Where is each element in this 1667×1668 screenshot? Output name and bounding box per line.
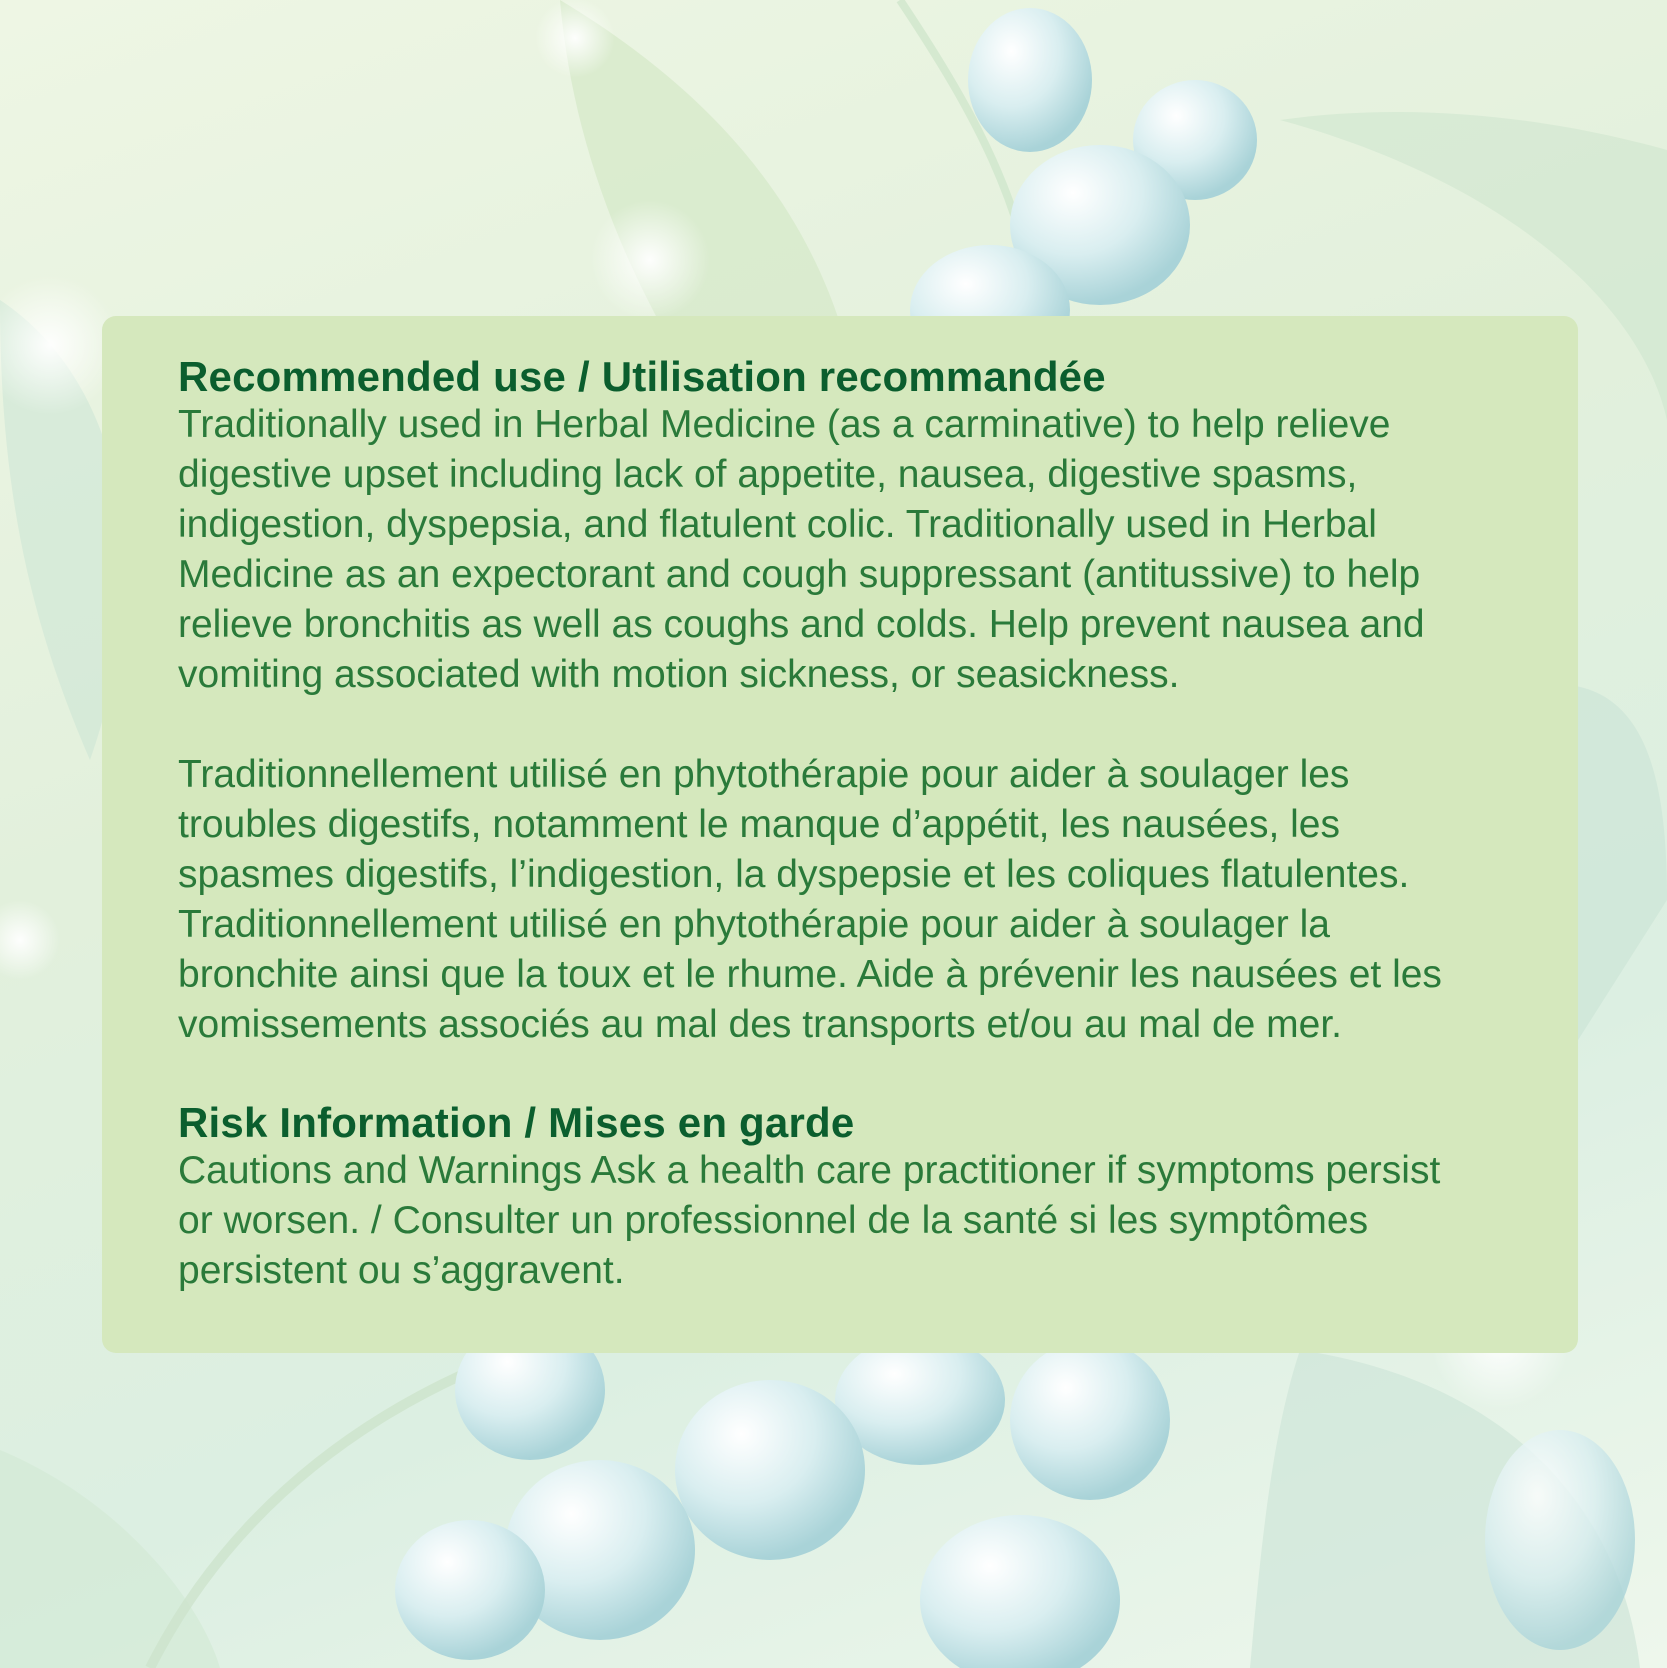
text-line: Traditionnellement utilisé en phytothérapie pour aider à soulager la [178,903,1330,946]
recommended-use-english [178,400,1518,700]
text-line: indigestion, dyspepsia, and flatulent colic. Traditionally used in Herbal [178,503,1377,546]
text-line: vomiting associated with motion sickness, or seasickness. [178,653,1180,696]
recommended-use-french [178,750,1518,1050]
text-line: or worsen. / Consulter un professionnel de la santé si les symptômes [178,1199,1369,1242]
text-line: relieve bronchitis as well as coughs and colds. Help prevent nausea and [178,603,1425,646]
text-line: digestive upset including lack of appetite, nausea, digestive spasms, [178,453,1358,496]
spacer [178,700,1518,750]
text-line: bronchite ainsi que la toux et le rhume. Aide à prévenir les nausées et les [178,953,1442,996]
risk-information-heading: Risk Information / Mises en garde [178,1099,855,1146]
text-line: Traditionnellement utilisé en phytothérapie pour aider à soulager les [178,753,1350,796]
text-line: persistent ou s’aggravent. [178,1249,625,1292]
text-line: Medicine as an expectorant and cough suppressant (antitussive) to help [178,553,1421,596]
text-line: Traditionally used in Herbal Medicine (as a carminative) to help relieve [178,403,1391,446]
text-line: Cautions and Warnings Ask a health care practitioner if symptoms persist [178,1149,1441,1192]
text-line: troubles digestifs, notamment le manque d’appétit, les nausées, les [178,803,1341,846]
info-panel [102,316,1578,1353]
text-line: spasmes digestifs, l’indigestion, la dyspepsie et les coliques flatulentes. [178,853,1410,896]
recommended-use-heading: Recommended use / Utilisation recommandée [178,353,1106,400]
risk-information-text [178,1146,1518,1296]
spacer [178,1050,1518,1100]
text-line: vomissements associés au mal des transports et/ou au mal de mer. [178,1003,1343,1046]
